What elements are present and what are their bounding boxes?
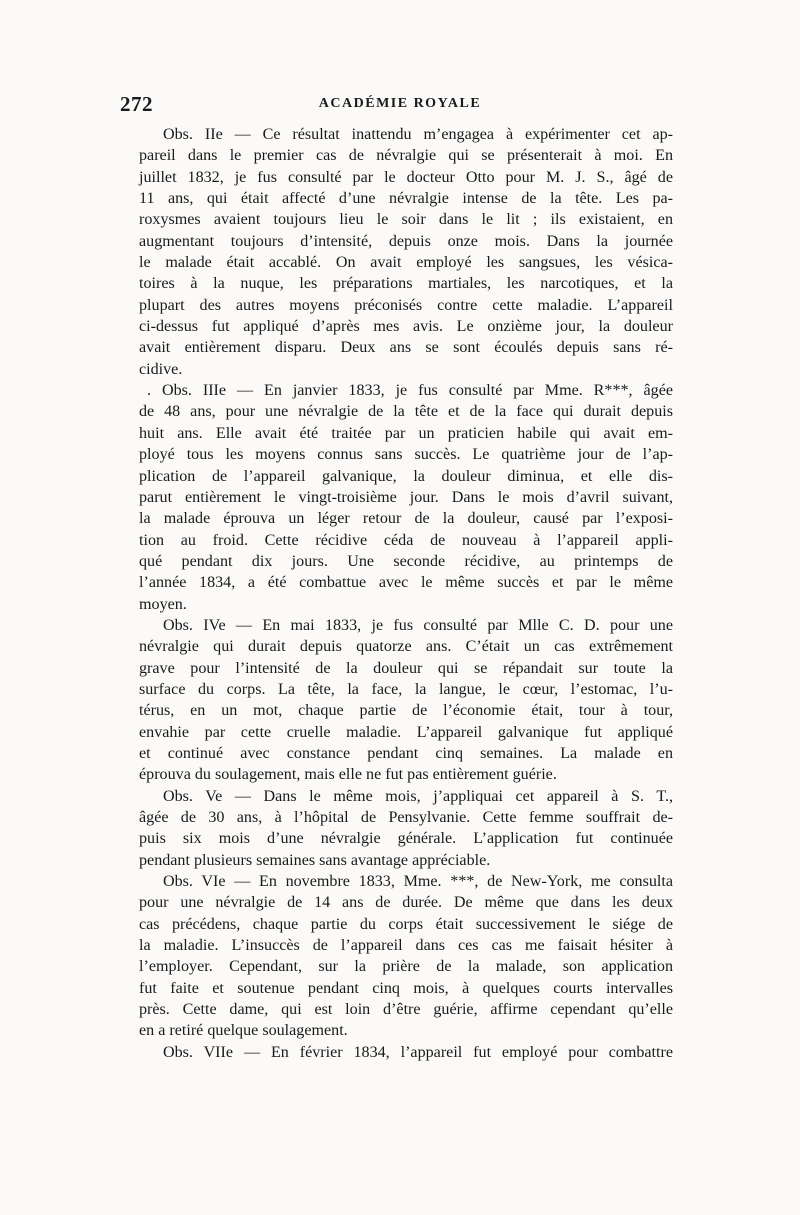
body-text bbox=[139, 124, 673, 1063]
text-line: qué pendant dix jours. Une seconde récidive, au printemps de bbox=[139, 552, 673, 570]
text-line: plupart des autres moyens préconisés contre cette maladie. L’appareil bbox=[139, 296, 673, 314]
text-line: l’employer. Cependant, sur la prière de la malade, son application bbox=[139, 958, 673, 976]
text-line: puis six mois d’une névralgie générale. L’application fut continuée bbox=[139, 830, 673, 848]
text-line: cas précédens, chaque partie du corps était successivement le siége de bbox=[139, 915, 673, 933]
text-line: Obs. VIe — En novembre 1833, Mme. ***, de New-York, me consulta bbox=[163, 873, 673, 891]
text-line: pendant plusieurs semaines sans avantage appréciable. bbox=[139, 851, 491, 869]
text-line: pareil dans le premier cas de névralgie qui se présenterait à moi. En bbox=[139, 147, 673, 165]
text-line: pour une névralgie de 14 ans de durée. De même que dans les deux bbox=[139, 894, 673, 912]
text-line: et continué avec constance pendant cinq semaines. La malade en bbox=[139, 744, 673, 762]
text-line: fut faite et soutenue pendant cinq mois, à quelques courts intervalles bbox=[139, 979, 673, 997]
text-line: avait entièrement disparu. Deux ans se sont écoulés depuis sans ré- bbox=[139, 339, 673, 357]
text-line: roxysmes avaient toujours lieu le soir dans le lit ; ils existaient, en bbox=[139, 211, 673, 229]
text-line: l’année 1834, a été combattue avec le même succès et par le même bbox=[139, 574, 673, 592]
text-line: cidive. bbox=[139, 360, 183, 378]
text-line: plication de l’appareil galvanique, la douleur diminua, et elle dis- bbox=[139, 467, 673, 485]
text-line: toires à la nuque, les préparations martiales, les narcotiques, et la bbox=[139, 275, 673, 293]
text-line: ployé tous les moyens connus sans succès. Le quatrième jour de l’ap- bbox=[139, 446, 673, 464]
text-line: envahie par cette cruelle maladie. L’appareil galvanique fut appliqué bbox=[139, 723, 673, 741]
text-line: en a retiré quelque soulagement. bbox=[139, 1022, 348, 1040]
text-line: âgée de 30 ans, à l’hôpital de Pensylvanie. Cette femme souffrait de- bbox=[139, 809, 673, 826]
text-line: moyen. bbox=[139, 595, 187, 613]
text-line: Obs. Ve — Dans le même mois, j’appliquai cet appareil à S. T., bbox=[163, 787, 673, 805]
text-line: Obs. VIIe — En février 1834, l’appareil fut employé pour combattre bbox=[163, 1043, 673, 1061]
text-line: Obs. IVe — En mai 1833, je fus consulté par Mlle C. D. pour une bbox=[163, 616, 673, 634]
text-line: 11 ans, qui était affecté d’une névralgie intense de la tête. Les pa- bbox=[139, 190, 673, 208]
text-line: éprouva du soulagement, mais elle ne fut pas entièrement guérie. bbox=[139, 766, 557, 784]
text-line: grave pour l’intensité de la douleur qui se répandait sur toute la bbox=[139, 659, 673, 677]
text-line: névralgie qui durait depuis quatorze ans. C’était un cas extrêmement bbox=[139, 638, 673, 656]
text-line: près. Cette dame, qui est loin d’être guérie, affirme cependant qu’elle bbox=[139, 1001, 673, 1019]
text-line: parut entièrement le vingt-troisième jour. Dans le mois d’avril suivant, bbox=[139, 488, 673, 506]
text-line: huit ans. Elle avait été traitée par un praticien habile qui avait em- bbox=[139, 424, 673, 442]
running-head: ACADÉMIE ROYALE bbox=[318, 96, 482, 111]
page-number: 272 bbox=[120, 92, 153, 116]
page-header bbox=[120, 92, 680, 118]
text-line: juillet 1832, je fus consulté par le docteur Otto pour M. J. S., âgé de bbox=[139, 168, 673, 186]
text-line: la maladie. L’insuccès de l’appareil dans ces cas me faisait hésiter à bbox=[139, 937, 673, 955]
text-line: surface du corps. La tête, la face, la langue, le cœur, l’estomac, l’u- bbox=[139, 680, 673, 698]
text-line: le malade était accablé. On avait employé les sangsues, les vésica- bbox=[139, 254, 673, 272]
text-line: ci-dessus fut appliqué d’après mes avis. Le onzième jour, la douleur bbox=[139, 318, 673, 336]
text-line: la malade éprouva un léger retour de la douleur, causé par l’exposi- bbox=[139, 510, 673, 528]
text-line: . Obs. IIIe — En janvier 1833, je fus consulté par Mme. R***, âgée bbox=[147, 382, 673, 400]
text-line: Obs. IIe — Ce résultat inattendu m’engagea à expérimenter cet ap- bbox=[163, 126, 673, 143]
text-line: augmentant toujours d’intensité, depuis onze mois. Dans la journée bbox=[139, 232, 673, 250]
text-line: de 48 ans, pour une névralgie de la tête et de la face qui durait depuis bbox=[139, 403, 673, 421]
text-line: tion au froid. Cette récidive céda de nouveau à l’appareil appli- bbox=[139, 531, 673, 549]
text-line: térus, en un mot, chaque partie de l’économie était, tour à tour, bbox=[139, 702, 673, 720]
